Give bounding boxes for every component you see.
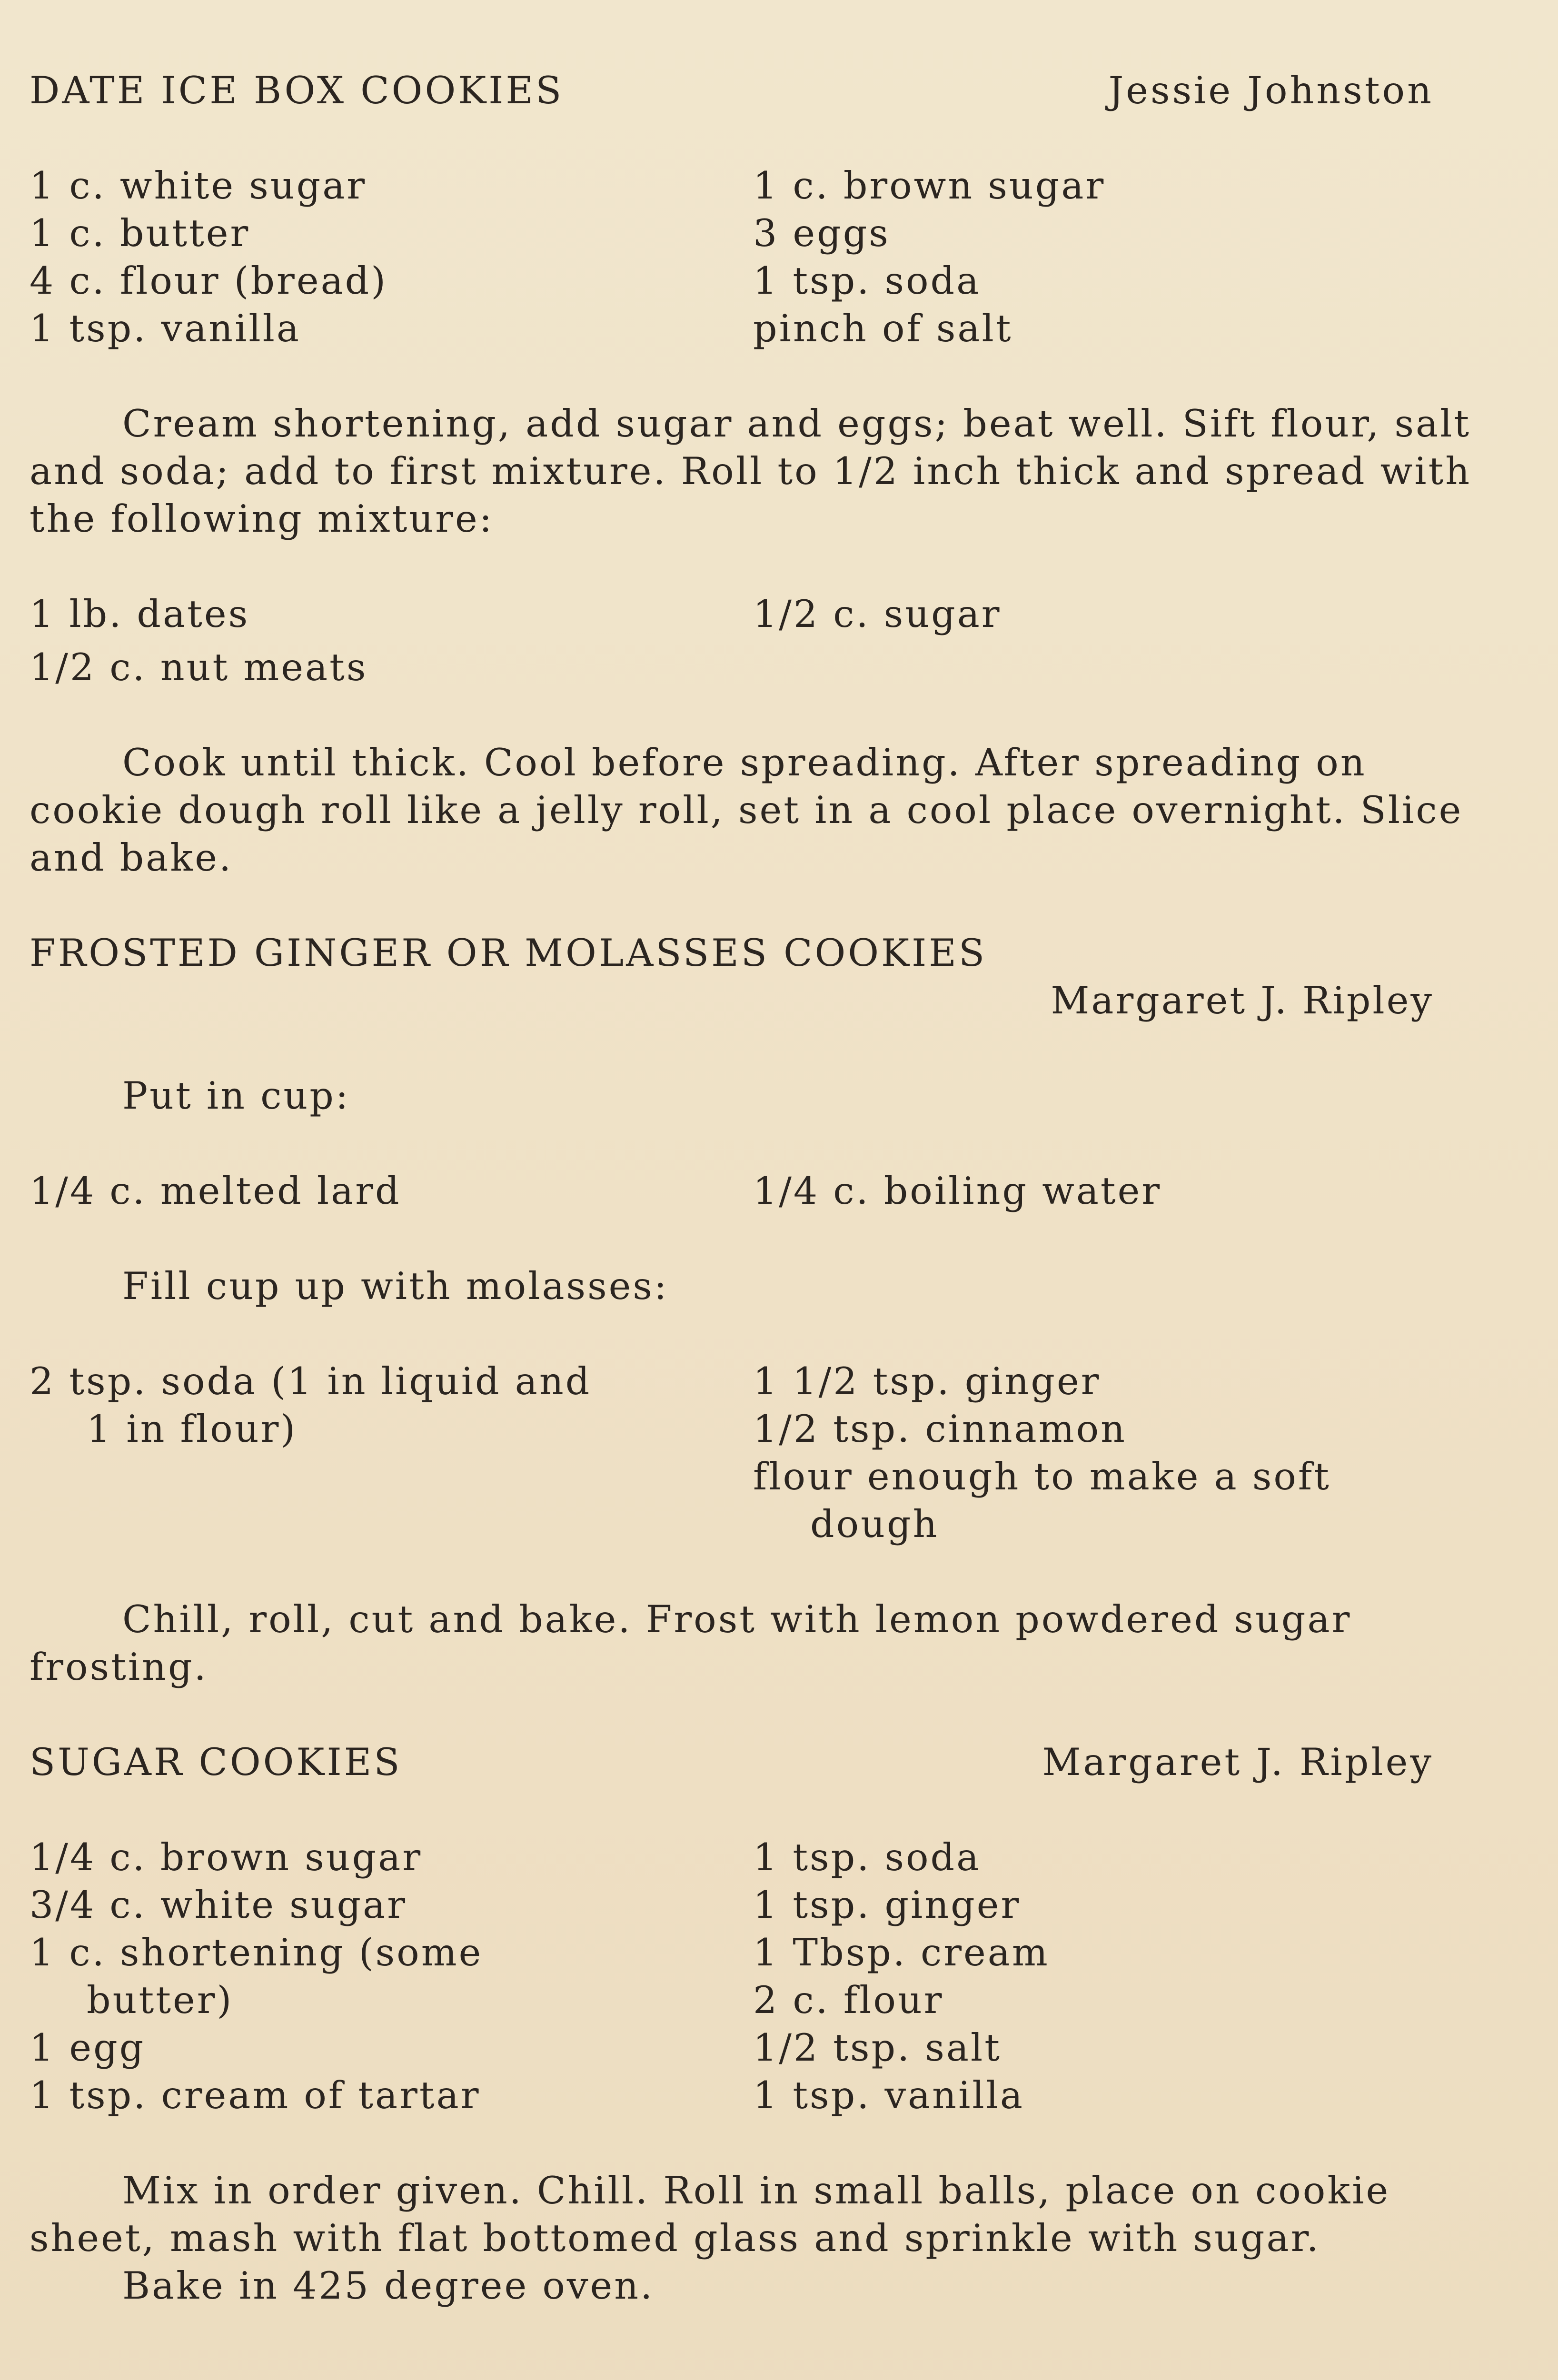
instruction-line: Fill cup up with molasses: xyxy=(122,1264,669,1308)
ingredient-list xyxy=(30,162,1481,352)
recipe-header xyxy=(30,67,1481,114)
instructions: Cream shortening, add sugar and eggs; beat well. Sift flour, salt and soda; add to first mixture. Roll to 1/2 inch thick and spread with the following mixture: xyxy=(30,402,1472,541)
ingredient: 1/4 c. melted lard xyxy=(30,1169,401,1213)
page-content xyxy=(30,67,1481,2310)
ingredient: 2 tsp. soda (1 in liquid and xyxy=(30,1359,592,1403)
ingredient: 1/2 c. sugar xyxy=(753,592,1002,636)
ingredient: 1 tsp. soda xyxy=(753,259,981,303)
ingredient-list xyxy=(30,1358,1481,1548)
ingredient: 3 eggs xyxy=(753,211,890,255)
ingredient: 2 c. flour xyxy=(753,1978,944,2022)
filling-list xyxy=(30,590,1481,691)
recipe-author: Jessie Johnston xyxy=(1108,69,1434,112)
ingredient: 1/2 c. nut meats xyxy=(30,645,368,689)
instruction-line: Put in cup: xyxy=(122,1074,350,1118)
ingredient: 3/4 c. white sugar xyxy=(30,1883,407,1927)
recipe-title: DATE ICE BOX COOKIES xyxy=(30,69,564,112)
instructions: Mix in order given. Chill. Roll in small balls, place on cookie sheet, mash with flat bottomed glass and sprinkle with sugar. xyxy=(30,2169,1390,2260)
ingredient: 1 in flour) xyxy=(87,1407,298,1451)
ingredient-list xyxy=(30,1167,1481,1215)
ingredient: 4 c. flour (bread) xyxy=(30,259,388,303)
recipe-title: FROSTED GINGER OR MOLASSES COOKIES xyxy=(30,931,987,975)
ingredient: 1 tsp. vanilla xyxy=(30,307,301,350)
ingredient: 1 c. brown sugar xyxy=(753,164,1106,208)
ingredient: 1/2 tsp. cinnamon xyxy=(753,1407,1127,1451)
ingredient: 1 tsp. vanilla xyxy=(753,2073,1024,2117)
recipe-header xyxy=(30,1738,1481,1786)
instructions: Cook until thick. Cool before spreading. After spreading on cookie dough roll like a jelly roll, set in a cool place overnight. Slice and bake. xyxy=(30,741,1463,880)
instruction-line: Bake in 425 degree oven. xyxy=(122,2264,655,2308)
ingredient: 1/4 c. boiling water xyxy=(753,1169,1162,1213)
ingredient: 1 c. shortening (some xyxy=(30,1931,483,1974)
ingredient: 1 1/2 tsp. ginger xyxy=(753,1359,1101,1403)
ingredient: 1 Tbsp. cream xyxy=(753,1931,1050,1974)
ingredient: 1 tsp. soda xyxy=(753,1835,981,1879)
ingredient: 1/2 tsp. salt xyxy=(753,2026,1002,2070)
ingredient-list xyxy=(30,1834,1481,2119)
ingredient: 1 c. white sugar xyxy=(30,164,367,208)
ingredient: 1 c. butter xyxy=(30,211,250,255)
ingredient: flour enough to make a soft xyxy=(753,1455,1331,1498)
ingredient: pinch of salt xyxy=(753,307,1013,350)
recipe-title: SUGAR COOKIES xyxy=(30,1740,402,1784)
ingredient: 1 egg xyxy=(30,2026,146,2070)
ingredient: 1 tsp. cream of tartar xyxy=(30,2073,481,2117)
recipe-author: Margaret J. Ripley xyxy=(1051,979,1434,1022)
ingredient: 1/4 c. brown sugar xyxy=(30,1835,423,1879)
ingredient: butter) xyxy=(87,1978,234,2022)
instructions: Chill, roll, cut and bake. Frost with lemon powdered sugar frosting. xyxy=(30,1597,1352,1689)
ingredient: 1 tsp. ginger xyxy=(753,1883,1021,1927)
ingredient: 1 lb. dates xyxy=(30,592,250,636)
recipe-author: Margaret J. Ripley xyxy=(1042,1740,1434,1784)
ingredient: dough xyxy=(810,1502,939,1546)
